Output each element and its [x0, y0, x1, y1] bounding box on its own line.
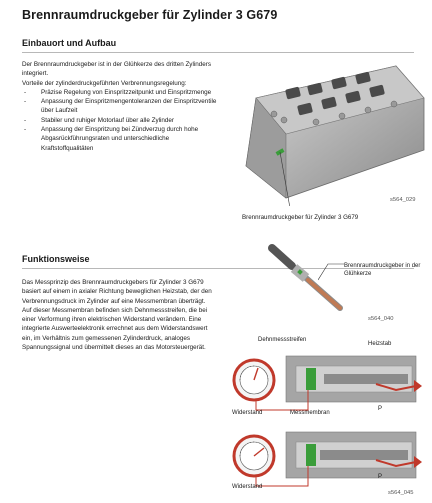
- advantage-item: - Anpassung der Einspritzmengentoleranzen der Einspritzventile über Laufzeit: [22, 97, 218, 116]
- figure-code: s564_045: [388, 490, 414, 496]
- cylinder-head-caption: Brennraumdruckgeber für Zylinder 3 G679: [242, 214, 359, 221]
- page-title: Brennraumdruckgeber für Zylinder 3 G679: [22, 8, 278, 22]
- diagram-state-1: [234, 356, 422, 410]
- glow-plug-label: Brennraumdruckgeber in der Glühkerze: [344, 263, 421, 277]
- advantages-title: Vorteile der zylinderdruckgeführten Verbrennungsregelung:: [22, 79, 187, 87]
- installation-text: [22, 60, 218, 153]
- label-dehnmessstreifen: Dehnmessstreifen: [258, 337, 307, 343]
- label-messmembran: Messmembran: [290, 410, 330, 416]
- function-paragraph: Auf dieser Messmembran befinden sich Dehnmessstreifen, die bei einer Verformung ihren elektrischen Widerstand verändern. Eine integrierte Auswerteelektronik errechnet aus dem Widerstandswert ein, im Verhältnis zum gemessenen Zylinderdruck, analoges Spannungssignal und übermittelt dieses an das Motorsteuergerät.: [22, 306, 208, 352]
- advantage-item: - Stabiler und ruhiger Motorlauf über alle Zylinder: [22, 116, 218, 125]
- label-heizstab: Heizstab: [368, 341, 392, 347]
- section-divider: [22, 52, 414, 53]
- function-text: [22, 278, 218, 352]
- installation-intro: Der Brennraumdruckgeber ist in der Glühkerze des dritten Zylinders integriert.: [22, 61, 211, 78]
- section-heading-function: Funktionsweise: [22, 254, 90, 264]
- advantage-item: - Anpassung der Einspritzung bei Zündverzug durch hohe Abgasrückführungsraten und unterschiedliche Kraftstoffqualitäten: [22, 125, 218, 153]
- cylinder-head-image: [226, 58, 426, 206]
- advantages-list: [22, 88, 218, 153]
- figure-code: s564_029: [390, 197, 416, 203]
- diagram-state-2: [234, 432, 422, 486]
- label-pressure-2: P: [378, 474, 383, 480]
- section-heading-installation: Einbauort und Aufbau: [22, 38, 117, 48]
- function-paragraph: Das Messprinzip des Brennraumdruckgebers für Zylinder 3 G679 basiert auf einem in axialer Richtung beweglichen Heizstab, der den Verbrennungsdruck im Zylinder auf eine Messmembran überträgt.: [22, 279, 212, 305]
- label-widerstand: Widerstand: [232, 410, 263, 416]
- figure-code: s564_040: [368, 316, 394, 322]
- label-widerstand-2: Widerstand: [232, 484, 263, 490]
- leader-line: [318, 258, 344, 282]
- advantage-item: - Präzise Regelung von Einspritzzeitpunkt und Einspritzmenge: [22, 88, 218, 97]
- label-pressure-1: P: [378, 406, 383, 412]
